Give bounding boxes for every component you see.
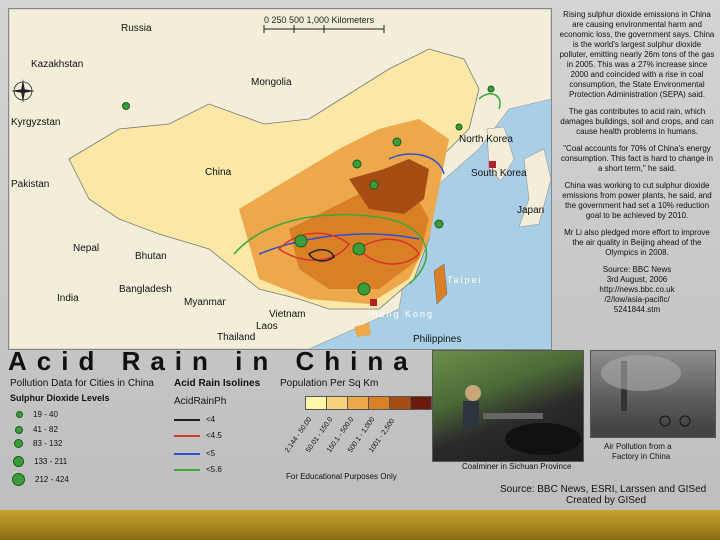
population-ramp — [305, 396, 431, 410]
label-bhutan: Bhutan — [135, 251, 167, 262]
so2-dot-icon — [15, 426, 23, 434]
isoline-legend-row: <5.6 — [174, 465, 222, 474]
label-vietnam: Vietnam — [269, 309, 306, 320]
pop-swatch — [326, 396, 348, 410]
pop-swatch — [347, 396, 369, 410]
so2-dot-icon — [12, 473, 25, 486]
coalminer-caption: Coalminer in Sichuan Province — [462, 462, 572, 471]
isolines-heading: Acid Rain Isolines — [174, 378, 261, 389]
so2-city-dot — [488, 86, 494, 92]
ph-heading: AcidRainPh — [174, 396, 227, 407]
so2-city-dot — [123, 103, 130, 110]
so2-city-dot — [295, 235, 307, 247]
so2-city-dot — [435, 220, 443, 228]
pop-class-label: 50.01 - 150.0 — [305, 416, 335, 455]
so2-heading: Sulphur Dioxide Levels — [10, 393, 110, 403]
so2-city-dot — [358, 283, 370, 295]
label-philippines: Philippines — [413, 334, 462, 345]
capital-marker — [489, 161, 496, 168]
so2-legend-row: 212 - 424 — [12, 473, 69, 486]
population-heading: Population Per Sq Km — [280, 378, 379, 389]
article-paragraph: China was working to cut sulphur dioxide emissions from power plants, he said, and the government had set a 10% reduction goal to be achieved by 2010. — [562, 181, 712, 220]
source-line: /2/low/asia-pacific/ — [604, 295, 670, 304]
so2-dot-icon — [13, 456, 24, 467]
so2-city-dot — [353, 243, 365, 255]
isoline-legend-row: <4.5 — [174, 431, 222, 440]
so2-city-dot — [393, 138, 401, 146]
pop-swatch — [389, 396, 411, 410]
so2-legend-row: 41 - 82 — [14, 425, 58, 434]
label-pakistan: Pakistan — [11, 179, 50, 190]
article-paragraph: Mr Li also pledged more effort to improve the air quality in Beijing ahead of the Olympics in 2008. — [564, 228, 710, 257]
label-south-korea: South Korea — [471, 168, 527, 179]
article-paragraph: "Coal accounts for 70% of China's energy consumption. This fact is hard to change in a short term," he said. — [561, 144, 713, 173]
scale-label: 0 250 500 1,000 Kilometers — [264, 15, 375, 25]
label-japan: Japan — [517, 205, 545, 216]
map-title: Acid Rain in China — [8, 346, 418, 376]
footer-bar — [0, 510, 720, 540]
label-kyrgyzstan: Kyrgyzstan — [11, 117, 61, 128]
taiwan — [434, 264, 447, 304]
pop-class-label: 2.144 - 50.00 — [284, 416, 314, 455]
coalminer-illustration — [433, 351, 583, 461]
factory-caption-line2: Factory in China — [612, 452, 671, 461]
educational-note: For Educational Purposes Only — [286, 472, 397, 481]
source-credit: Source: BBC News, ESRI, Larssen and GISed — [500, 484, 707, 495]
factory-illustration — [591, 351, 715, 437]
map-graphic — [9, 9, 551, 349]
source-line: Source: BBC News — [602, 265, 672, 274]
label-mongolia: Mongolia — [251, 77, 292, 88]
so2-legend-row: 19 - 40 — [14, 410, 58, 419]
label-china: China — [205, 167, 232, 178]
map-panel — [8, 8, 552, 350]
pop-swatch — [305, 396, 327, 410]
pop-swatch — [410, 396, 432, 410]
pop-swatch — [368, 396, 390, 410]
capital-marker — [370, 299, 377, 306]
isoline-swatch — [174, 469, 200, 471]
source-line: 3rd August, 2006 — [606, 275, 668, 284]
label-india: India — [57, 293, 79, 304]
isoline-swatch — [174, 419, 200, 421]
so2-city-dot — [353, 160, 361, 168]
isoline-swatch — [174, 435, 200, 437]
so2-city-dot — [370, 181, 378, 189]
label-north-korea: North Korea — [459, 134, 513, 145]
label-bangladesh: Bangladesh — [119, 284, 172, 295]
creator-credit: Created by GISed — [566, 495, 647, 506]
pop-class-label: 150.1 - 500.0 — [326, 416, 356, 455]
pop-class-label: 1001 - 2,500 — [368, 417, 397, 455]
so2-city-dot — [456, 124, 462, 130]
map-source — [500, 484, 706, 506]
so2-dot-icon — [16, 411, 23, 418]
source-line: http://news.bbc.co.uk — [599, 285, 675, 294]
article-paragraph: The gas contributes to acid rain, which damages buildings, soil and crops, and can cause health problems in humans. — [560, 107, 714, 136]
article-sidebar — [558, 10, 716, 315]
label-myanmar: Myanmar — [184, 297, 226, 308]
so2-legend-row: 133 - 211 — [13, 456, 67, 467]
label-nepal: Nepal — [73, 243, 100, 254]
article-paragraph: Rising sulphur dioxide emissions in China are causing environmental harm and economic loss, the government says. China is the world's largest sulphur dioxide polluter, emitting nearly 26m tons of the gas in 2005. This was a 27% increase since 2000 and coincided with a rise in coal consumption, the State Environmental Protection Administration (SEPA) said. — [559, 10, 715, 99]
pop-class-label: 500.1 - 1,000 — [347, 416, 377, 455]
so2-legend-row: 83 - 132 — [14, 439, 62, 448]
isoline-legend-row: <4 — [174, 415, 215, 424]
factory-caption-line1: Air Pollution from a — [604, 442, 672, 451]
label-thailand: Thailand — [217, 332, 256, 343]
label-hong-kong: Hong Kong — [371, 309, 435, 319]
label-russia: Russia — [121, 23, 152, 34]
source-line: 5241844.stm — [613, 305, 661, 314]
coalminer-photo — [432, 350, 584, 462]
label-laos: Laos — [256, 321, 278, 332]
isoline-legend-row: <5 — [174, 449, 215, 458]
factory-photo — [590, 350, 716, 438]
isoline-swatch — [174, 453, 200, 455]
label-kazakhstan: Kazakhstan — [31, 59, 84, 70]
so2-dot-icon — [14, 439, 23, 448]
pollution-heading: Pollution Data for Cities in China — [10, 378, 154, 389]
label-taipei: Taipei — [447, 275, 483, 285]
